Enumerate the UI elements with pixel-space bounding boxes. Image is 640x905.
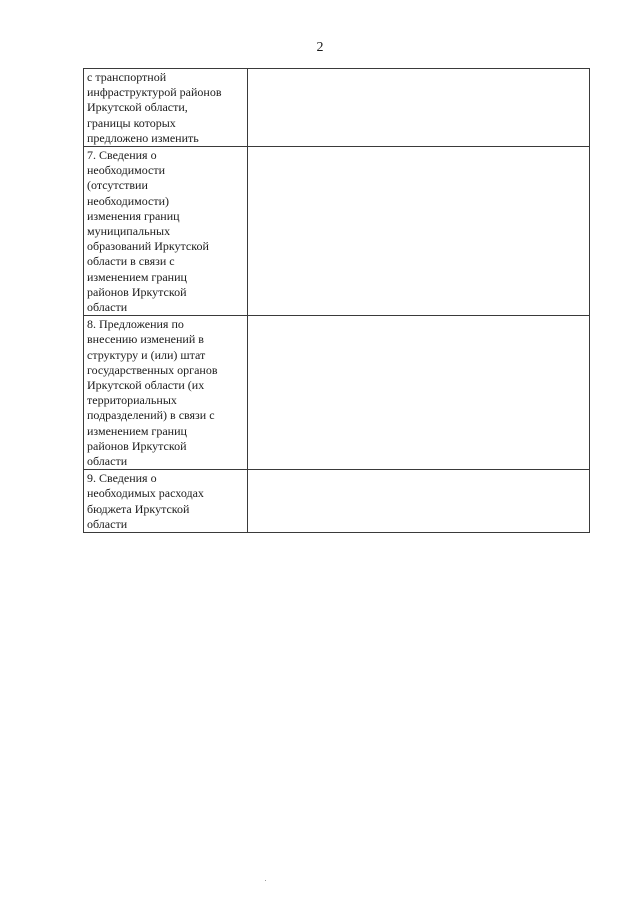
row-value (248, 147, 590, 316)
row-value (248, 470, 590, 533)
table-row (84, 147, 590, 316)
row-label: 7. Сведения о необходимости (отсутствии необходимости) изменения границ муниципальных образований Иркутской области в связи с изменением границ районов Иркутской области (84, 147, 248, 316)
table-row (84, 69, 590, 147)
row-value (248, 69, 590, 147)
table-row (84, 316, 590, 470)
table-row (84, 470, 590, 533)
row-label: 8. Предложения по внесению изменений в структуру и (или) штат государственных органов Иркутской области (их территориальных подразделений) в связи с изменением границ районов Иркутской области (84, 316, 248, 470)
row-label: 9. Сведения о необходимых расходах бюджета Иркутской области (84, 470, 248, 533)
info-table (83, 68, 590, 533)
page-number: 2 (316, 40, 324, 55)
scan-speck (265, 880, 266, 881)
row-value (248, 316, 590, 470)
row-label: с транспортной инфраструктурой районов Иркутской области, границы которых предложено изменить (84, 69, 248, 147)
